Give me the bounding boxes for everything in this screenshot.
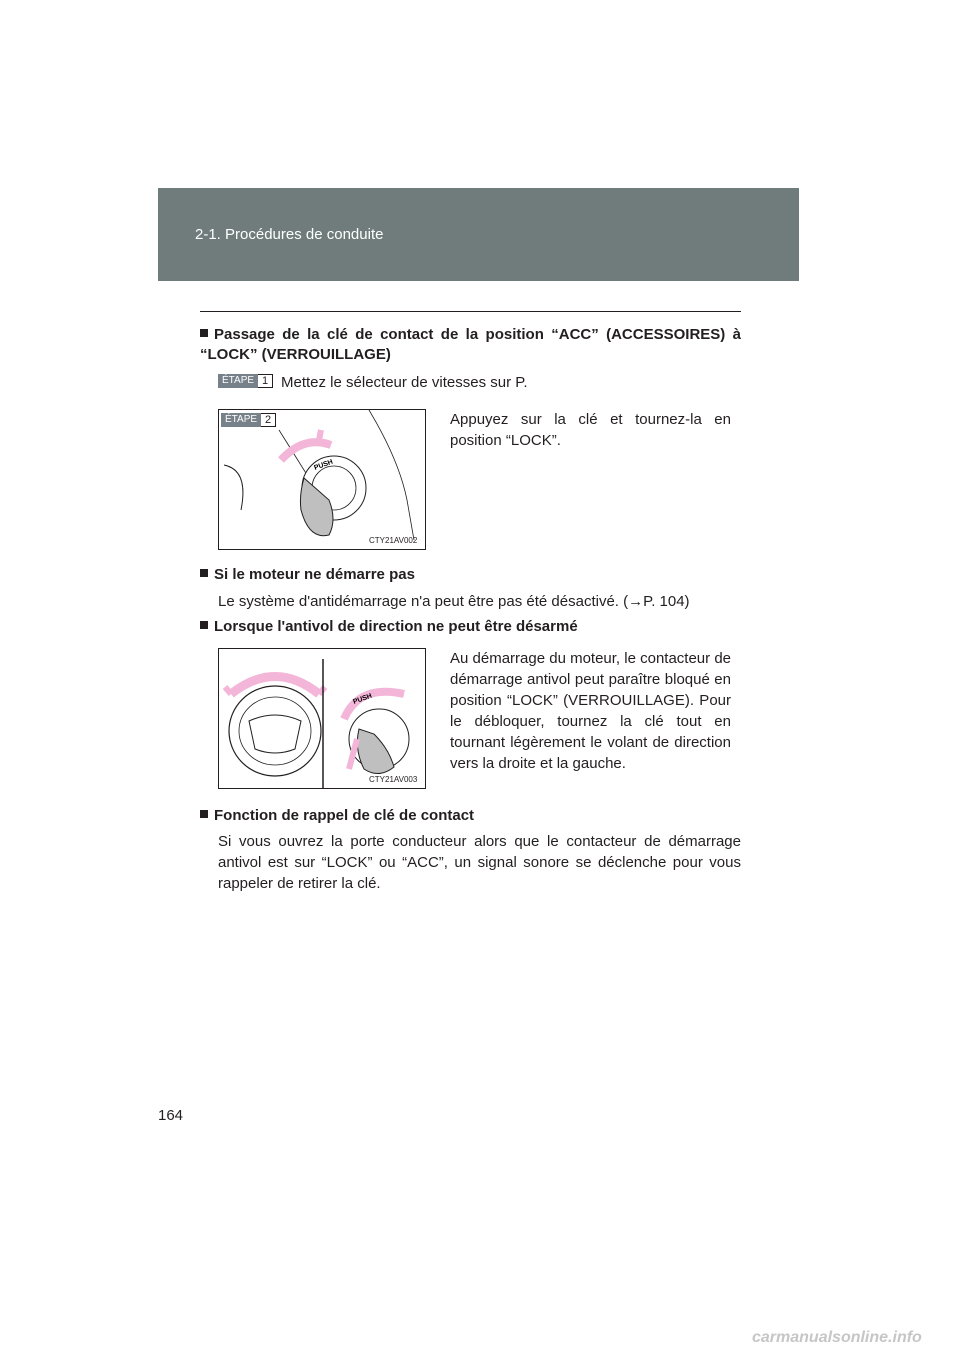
step-number: 2 — [261, 413, 276, 427]
engine-not-start-text: Le système d'antidémarrage n'a peut être pas été désactivé. (→P. 104) — [218, 593, 690, 610]
watermark: carmanualsonline.info — [752, 1329, 922, 1346]
square-bullet-icon — [200, 810, 208, 818]
step-number: 1 — [258, 374, 273, 388]
step-1-badge — [218, 374, 273, 388]
square-bullet-icon — [200, 329, 208, 337]
header-rule — [200, 311, 741, 312]
ignition-key-illustration — [219, 410, 425, 549]
push-label: PUSH — [313, 458, 334, 472]
section-title: 2-1. Procédures de conduite — [195, 226, 384, 243]
heading-engine-not-start: Si le moteur ne démarre pas — [200, 565, 741, 585]
reminder-text: Si vous ouvrez la porte conducteur alors que le contacteur de démarrage antivol est sur “LOCK” ou “ACC”, un signal sonore se déclenche pour vous rappeler de retirer la clé. — [218, 833, 741, 892]
figure-code: CTY21AV002 — [369, 536, 418, 545]
square-bullet-icon — [200, 621, 208, 629]
steering-lock-text: Au démarrage du moteur, le contacteur de démarrage antivol peut paraître bloqué en position “LOCK” (VERROUILLAGE). Pour le débloquer, tournez la clé tout en tournant légèrement le volant de direction vers la droite et la gauche. — [450, 650, 732, 772]
ignition-key-figure — [218, 409, 426, 550]
square-bullet-icon — [200, 569, 208, 577]
page-number: 164 — [158, 1107, 184, 1124]
push-label: PUSH — [352, 692, 373, 706]
step-label: ÉTAPE — [221, 413, 261, 427]
heading-reminder: Fonction de rappel de clé de contact — [200, 806, 741, 826]
step-label: ÉTAPE — [218, 374, 258, 388]
steering-unlock-illustration — [219, 649, 425, 788]
step-1-text: Mettez le sélecteur de vitesses sur P. — [281, 374, 528, 391]
heading-steering-lock: Lorsque l'antivol de direction ne peut être désarmé — [200, 617, 741, 637]
steering-unlock-figure — [218, 648, 426, 789]
figure-code: CTY21AV003 — [369, 775, 418, 784]
heading-acc-to-lock: Passage de la clé de contact de la position “ACC” (ACCESSOIRES) à “LOCK” (VERROUILLAGE) — [200, 326, 741, 363]
step-2-text: Appuyez sur la clé et tournez-la en position “LOCK”. — [450, 411, 731, 449]
header-band — [158, 188, 799, 281]
